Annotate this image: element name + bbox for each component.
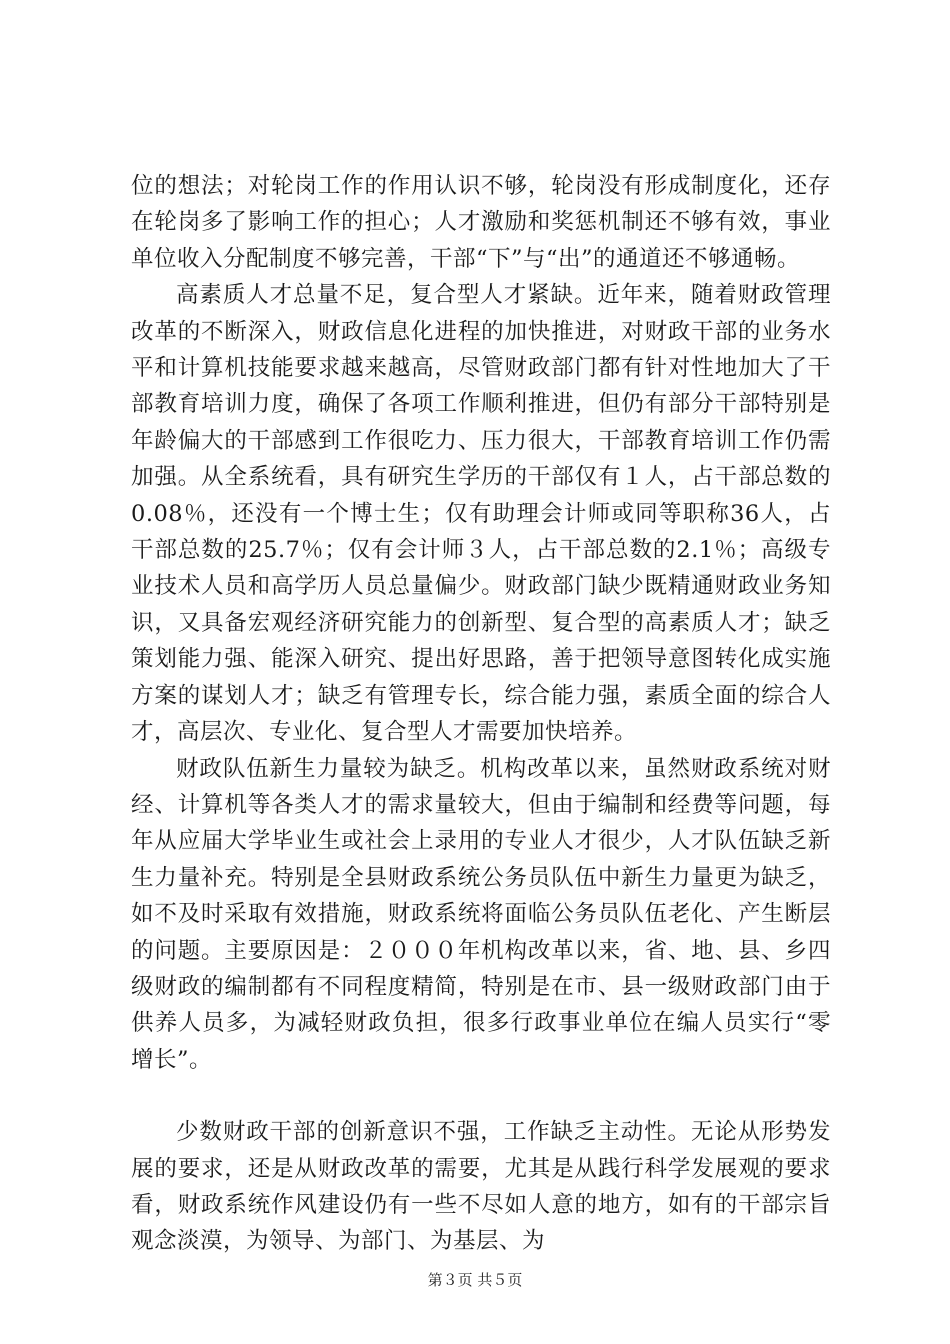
paragraph-new-forces: 财政队伍新生力量较为缺乏。机构改革以来，虽然财政系统对财经、计算机等各类人才的需求量较大，但由于编制和经费等问题，每年从应届大学毕业生或社会上录用的专业人才很少，人才队伍缺乏新生力量补充。特别是全县财政系统公务员队伍中新生力量更为缺乏，如不及时采取有效措施，财政系统将面临公务员队伍老化、产生断层的问题。主要原因是：２０００年机构改革以来，省、地、县、乡四级财政的编制都有不同程度精简，特别是在市、县一级财政部门由于供养人员多，为减轻财政负担，很多行政事业单位在编人员实行“零增长”。 xyxy=(131,755,831,1073)
document-body xyxy=(131,168,831,1260)
paragraph-gap xyxy=(131,1078,831,1114)
paragraph-continuation: 位的想法；对轮岗工作的作用认识不够，轮岗没有形成制度化，还存在轮岗多了影响工作的担心；人才激励和奖惩机制还不够有效，事业单位收入分配制度不够完善，干部“下”与“出”的通道还不够通畅。 xyxy=(131,173,831,272)
paragraph-talent-shortage: 高素质人才总量不足，复合型人才紧缺。近年来，随着财政管理改革的不断深入，财政信息化进程的加快推进，对财政干部的业务水平和计算机技能要求越来越高，尽管财政部门都有针对性地加大了干部教育培训力度，确保了各项工作顺利推进，但仍有部分干部特别是年龄偏大的干部感到工作很吃力、压力很大，干部教育培训工作仍需加强。从全系统看，具有研究生学历的干部仅有１人，占干部总数的0.08％，还没有一个博士生；仅有助理会计师或同等职称36人，占干部总数的25.7％；仅有会计师３人，占干部总数的2.1％；高级专业技术人员和高学历人员总量偏少。财政部门缺少既精通财政业务知识，又具备宏观经济研究能力的创新型、复合型的高素质人才；缺乏策划能力强、能深入研究、提出好思路，善于把领导意图转化成实施方案的谋划人才；缺乏有管理专长，综合能力强，素质全面的综合人才，高层次、专业化、复合型人才需要加快培养。 xyxy=(131,282,831,746)
paragraph-innovation: 少数财政干部的创新意识不强，工作缺乏主动性。无论从形势发展的要求，还是从财政改革的需要，尤其是从践行科学发展观的要求看，财政系统作风建设仍有一些不尽如人意的地方，如有的干部宗旨观念淡漠，为领导、为部门、为基层、为 xyxy=(131,1119,831,1255)
page-footer: 第３页 共５页 xyxy=(427,1271,523,1289)
